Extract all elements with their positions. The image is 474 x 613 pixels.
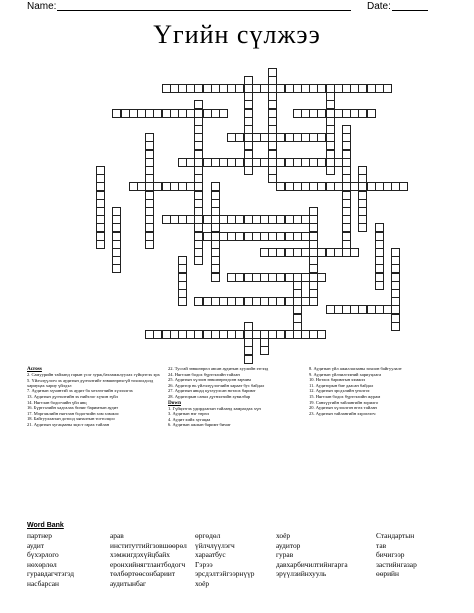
word-bank-item: бүхэрлого bbox=[27, 550, 59, 560]
grid-cell[interactable] bbox=[235, 158, 244, 167]
word-bank-item: гуравдагчтэгэд bbox=[27, 569, 74, 579]
grid-cell[interactable] bbox=[235, 330, 244, 339]
across-clue: 2. Самуурийн тайланд гарын үсэг зурж,батламжлуулах гүйцэтгэх эрх bbox=[27, 372, 160, 377]
down-clue: 8. Аудитын үйл ажиллагааны зохион байгуулалт bbox=[309, 366, 402, 371]
word-bank-item: төлбөртөөсонбариит bbox=[110, 569, 176, 579]
grid-cell[interactable] bbox=[186, 182, 195, 191]
word-bank-item: аудитынбаг bbox=[110, 578, 147, 588]
grid-cell[interactable] bbox=[375, 281, 384, 290]
across-heading: Across bbox=[27, 366, 42, 372]
grid-cell[interactable] bbox=[194, 256, 203, 265]
grid-cell[interactable] bbox=[260, 158, 269, 167]
grid-cell[interactable] bbox=[334, 158, 343, 167]
word-bank-item: эрүүлзийнхууль bbox=[276, 569, 327, 579]
grid-cell[interactable] bbox=[317, 330, 326, 339]
grid-cell[interactable] bbox=[186, 158, 195, 167]
word-bank-item: институттийгзовшөөрөл bbox=[110, 540, 187, 550]
across-clues-continued bbox=[168, 366, 303, 428]
grid-cell[interactable] bbox=[268, 76, 277, 85]
down-clues bbox=[309, 366, 444, 416]
grid-cell[interactable] bbox=[383, 84, 392, 93]
down-clue: 11. Аудиторын бие даасан байдал bbox=[309, 382, 374, 388]
word-bank-item: өргөдөл bbox=[195, 531, 221, 540]
across-clue: 21. Аудитын хугацааны эцэст гарах тайлан bbox=[27, 421, 109, 427]
word-bank-item: арав bbox=[110, 531, 124, 540]
grid-cell[interactable] bbox=[301, 273, 310, 282]
grid-cell[interactable] bbox=[211, 273, 220, 282]
grid-cell[interactable] bbox=[350, 248, 359, 257]
grid-cell[interactable] bbox=[244, 76, 253, 85]
down-clue: 9. Аудитын үйлчилгээний хариуцлага bbox=[309, 371, 382, 377]
grid-cell[interactable] bbox=[203, 215, 212, 224]
word-bank-item: хоёр bbox=[195, 578, 210, 588]
down-heading: Down bbox=[168, 399, 181, 406]
word-bank-item: аудитор bbox=[276, 540, 301, 550]
across-clue: 25. Аудитын хүлээн зөвшөөрөгдсөн зарчим bbox=[168, 377, 251, 383]
grid-cell[interactable] bbox=[203, 232, 212, 241]
word-bank-item: эрсдэлтэйгээрнүүр bbox=[195, 569, 255, 579]
word-bank-item: хараатбус bbox=[195, 550, 226, 560]
grid-cell[interactable] bbox=[301, 248, 310, 257]
word-bank-item: тав bbox=[376, 540, 387, 550]
grid-cell[interactable] bbox=[309, 297, 318, 306]
grid-cell[interactable] bbox=[244, 355, 253, 364]
word-bank-item: бичигээр bbox=[376, 550, 405, 560]
grid-cell[interactable] bbox=[301, 232, 310, 241]
word-bank-column bbox=[276, 531, 348, 579]
grid-cell[interactable] bbox=[334, 248, 343, 257]
grid-cell[interactable] bbox=[219, 109, 228, 118]
across-clue: 13. Аудитын дүгнэлтийн эх нийтлэг хүчин зүйл bbox=[27, 393, 118, 399]
grid-cell[interactable] bbox=[194, 100, 203, 109]
grid-cell[interactable] bbox=[358, 223, 367, 232]
word-bank-column bbox=[27, 531, 74, 589]
grid-cell[interactable] bbox=[317, 133, 326, 142]
word-bank-item: застийнгазар bbox=[376, 559, 417, 569]
down-clue: 6. Аудитын ажлын баримт бичиг bbox=[168, 422, 231, 428]
grid-cell[interactable] bbox=[96, 240, 105, 249]
word-bank-item: давхарбичилтийнгарга bbox=[276, 559, 348, 569]
across-clue: 24. Нягтлан бодох бүртгэлийн тайлан bbox=[168, 371, 240, 377]
word-bank-column bbox=[195, 531, 254, 589]
grid-cell[interactable] bbox=[186, 215, 195, 224]
across-clue: 27. Аудитын явцад цуглуулсан нотлох баримт bbox=[168, 388, 256, 394]
across-clue: 17. Мэргэжлийн нягтлан бодогчийн хэм хэмжээ bbox=[27, 410, 119, 416]
grid-cell[interactable] bbox=[334, 182, 343, 191]
grid-cell[interactable] bbox=[145, 240, 154, 249]
word-bank-item: хэмжигдэхүйцбайх bbox=[110, 550, 170, 560]
down-clue: 3. Аудитын нэг төрөл bbox=[168, 411, 209, 417]
grid-cell[interactable] bbox=[235, 133, 244, 142]
grid-cell[interactable] bbox=[301, 297, 310, 306]
across-clue: 18. Байгууллагын дотоод хяналтын тогтолцоо bbox=[27, 416, 115, 422]
name-label: Name: bbox=[27, 1, 57, 12]
word-bank-item: насбарсан bbox=[27, 578, 59, 588]
page-title: Үгийн сүлжээ bbox=[153, 20, 321, 49]
grid-cell[interactable] bbox=[260, 346, 269, 355]
down-clue: 20. Аудитын хүлээлгэн өгөх тайлан bbox=[309, 405, 377, 411]
word-bank-title: Word Bank bbox=[27, 522, 64, 529]
word-bank-item: нөхөрлөл bbox=[27, 559, 57, 569]
grid-cell[interactable] bbox=[285, 297, 294, 306]
across-clues bbox=[27, 366, 162, 428]
grid-cell[interactable] bbox=[391, 322, 400, 331]
word-bank-item: өөрийн bbox=[376, 569, 399, 579]
down-clue: 4. Аудит хийх хугацаа bbox=[168, 416, 211, 422]
word-bank-item: үйлчлүүлэгч bbox=[195, 540, 235, 550]
grid-cell[interactable] bbox=[317, 158, 326, 167]
across-clue: 26. Аудитор нь үйлчлүүлэгчийн хараат бус байдал bbox=[168, 382, 265, 388]
down-clue: 15. Нягтлан бодох бүртгэлийн журам bbox=[309, 393, 381, 399]
grid-cell[interactable] bbox=[317, 109, 326, 118]
word-bank-item: еронхийнягтлантбодогч bbox=[110, 559, 186, 569]
across-clue: 16. Бүртгэлийн хадгалах бичиг баримтын аудит bbox=[27, 405, 119, 411]
down-clue: 19. Санхүүгийн тайлангийн зорилго bbox=[309, 399, 379, 405]
across-clue: 22. Тусгай зөвшөөрөл авсан аудитын хуулийн этгээд bbox=[168, 366, 269, 371]
across-clue: 14. Нягтлан бодогчийн үйл явц bbox=[27, 399, 87, 405]
word-bank-item: Гэрээ bbox=[195, 559, 213, 569]
down-clue: 12. Аудитын эрсдэлийн үнэлгээ bbox=[309, 388, 370, 394]
grid-cell[interactable] bbox=[367, 109, 376, 118]
word-bank-item: аудит bbox=[27, 540, 45, 550]
word-bank-item: партнер bbox=[27, 531, 52, 540]
grid-cell[interactable] bbox=[137, 182, 146, 191]
grid-cell[interactable] bbox=[112, 264, 121, 273]
word-bank-item: гурав bbox=[276, 550, 294, 560]
word-bank-item: хоёр bbox=[276, 531, 291, 540]
word-bank-column bbox=[110, 531, 187, 589]
word-bank-item: Стандартын bbox=[376, 531, 415, 540]
down-clue: 23. Аудитын тайлангийн хэрэглэгч bbox=[309, 410, 376, 416]
across-clue: 7. Аудитын хүчинтэй эх аудит ба хөтлөгчийн хүлээлгэх bbox=[27, 388, 133, 394]
down-clue: 1. Гүйцэтгэх удирдлагын тайланд хамрагдах хүн bbox=[168, 405, 261, 411]
grid-cell[interactable] bbox=[260, 133, 269, 142]
grid-cell[interactable] bbox=[399, 182, 408, 191]
grid-cell[interactable] bbox=[326, 166, 335, 175]
down-clue: 10. Нотлох баримтын хэмжээ bbox=[309, 377, 366, 383]
grid-cell[interactable] bbox=[244, 166, 253, 175]
grid-cell[interactable] bbox=[317, 273, 326, 282]
across-clue: 28. Аудиторын санал дүгнэлтийн хувилбар bbox=[168, 393, 251, 399]
across-clue: 5. Үйлчлүүлэгч эх аудитын дүгнэлтийг зөвшөөрөхгүй тохиолдолд хариуцах хариу үйлдэл bbox=[27, 377, 154, 388]
date-label: Date: bbox=[367, 1, 391, 12]
grid-cell[interactable] bbox=[358, 174, 367, 183]
grid-cell[interactable] bbox=[178, 297, 187, 306]
word-bank-column bbox=[376, 531, 417, 579]
